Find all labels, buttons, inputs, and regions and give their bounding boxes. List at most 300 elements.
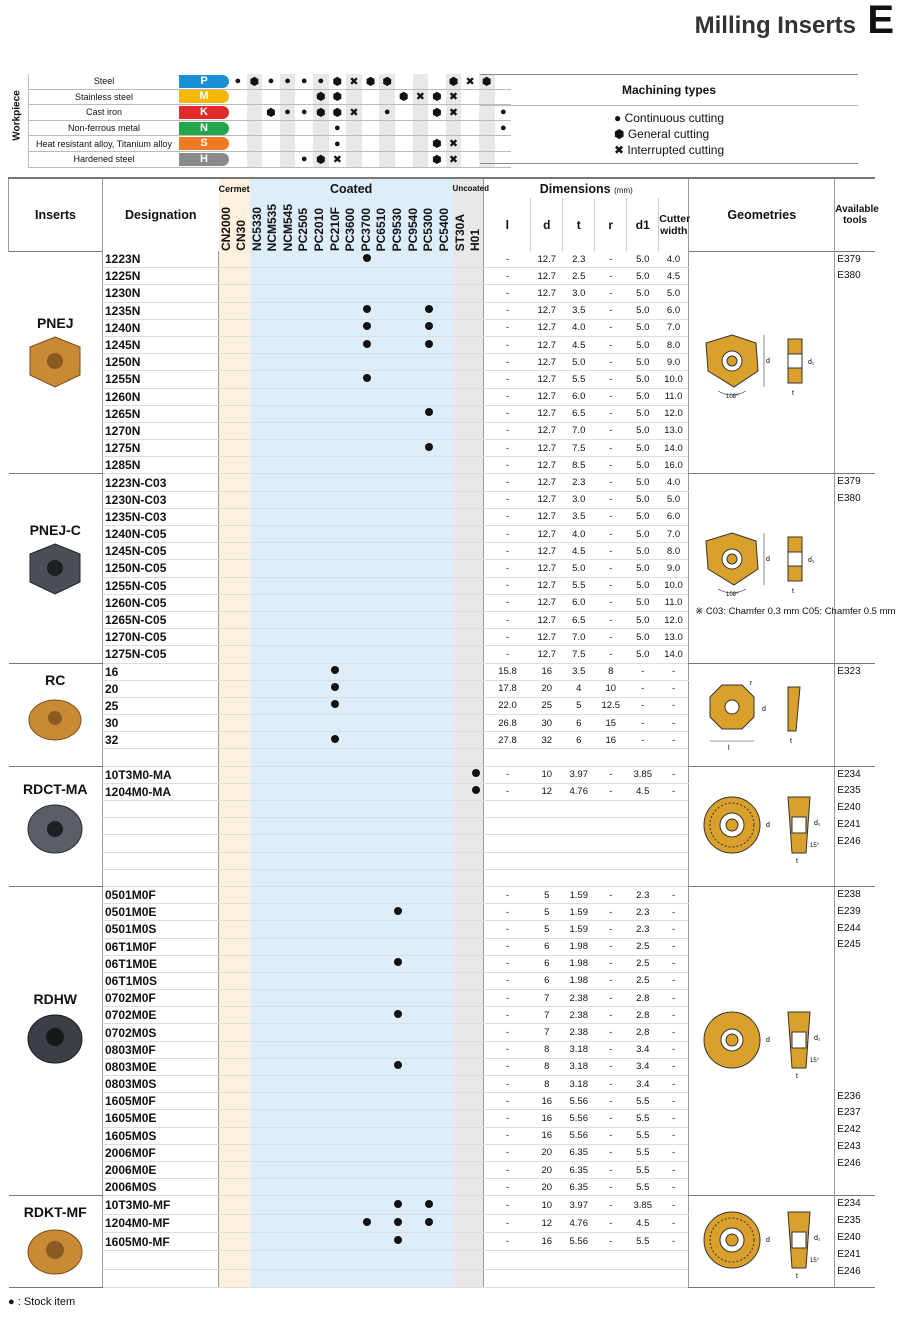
grade-cell [296,302,312,319]
grade-header: PC2505 [296,198,312,251]
grade-cell [250,697,266,714]
workpiece-symbol: ✖ [412,89,429,105]
grade-cell [328,251,344,268]
grade-cell [328,1110,344,1127]
grade-cell [296,715,312,732]
workpiece-symbol [362,105,379,121]
dimension-value: 5.0 [627,302,659,319]
grade-cell [312,886,328,903]
workpiece-symbol: ⬢ [329,89,346,105]
grade-cell [421,1161,437,1178]
dimension-value: - [484,336,531,353]
dimension-value: 3.85 [627,1196,659,1214]
grade-cell [453,508,469,525]
grade-cell [374,938,390,955]
tool-page-ref: E246 [837,835,861,847]
grade-cell [343,749,359,766]
designation: 0803M0F [103,1041,219,1058]
svg-text:l: l [727,745,730,753]
dimension-value: - [627,663,659,680]
grade-cell [281,594,297,611]
workpiece-symbol [412,105,429,121]
dimension-value: 9.0 [659,354,689,371]
grade-cell [219,732,235,749]
dimension-value: 17.8 [484,680,531,697]
grade-cell [250,1041,266,1058]
workpiece-symbol [395,74,412,89]
dimension-value: - [484,1041,531,1058]
grade-cell [281,715,297,732]
grade-cell [250,680,266,697]
designation: 1204M0-MF [103,1214,219,1232]
geometry-cell [689,663,835,766]
grade-cell [312,474,328,491]
grade-cell [406,766,422,783]
dimension-value: - [595,1196,627,1214]
designation: 1605M0F [103,1093,219,1110]
grade-cell [265,302,281,319]
designation: 1204M0-MA [103,783,219,800]
svg-text:15°: 15° [809,1057,819,1064]
dimension-value: - [659,1110,689,1127]
grade-cell [453,732,469,749]
designation: 1225N [103,268,219,285]
grade-cell [343,543,359,560]
grade-cell [296,1161,312,1178]
grade-cell [265,1093,281,1110]
workpiece-symbol [346,120,363,136]
grade-cell [250,457,266,474]
grade-cell [219,457,235,474]
dimension-value: 10 [595,680,627,697]
grade-cell [437,646,453,663]
grade-cell [312,1127,328,1144]
grade-cell [281,1076,297,1093]
grade-cell [374,1024,390,1041]
dimension-value: 2.3 [627,904,659,921]
grade-header: NC5330 [250,198,266,251]
grade-cell [374,1076,390,1093]
grade-cell [219,869,235,886]
grade-cell [390,663,406,680]
dimension-value [627,749,659,766]
dimension-value: 1.98 [563,955,595,972]
grade-cell [374,388,390,405]
dimension-value: 5.0 [627,285,659,302]
workpiece-symbol: ● [296,74,313,89]
dimension-value: 4.5 [627,783,659,800]
grade-cell [453,611,469,628]
dimension-value [484,818,531,835]
grade-cell [390,560,406,577]
grade-cell [296,869,312,886]
available-tools [835,886,875,1195]
dimension-value [563,801,595,818]
dimension-value: - [659,732,689,749]
grade-cell [265,783,281,800]
grade-cell [328,955,344,972]
grade-cell [359,629,375,646]
stock-dot [394,1200,402,1208]
grade-cell [359,1110,375,1127]
geometry-drawing [692,785,832,865]
grade-cell [437,783,453,800]
grade-cell [265,491,281,508]
grade-cell [312,697,328,714]
dimension-value: - [484,422,531,439]
grade-cell [343,972,359,989]
grade-cell [374,869,390,886]
grade-cell [234,1144,250,1161]
grade-cell [468,1269,484,1287]
grade-cell [421,766,437,783]
grade-cell [219,285,235,302]
machining-type-interrupted: ✖ Interrupted cutting [614,143,725,157]
grade-cell [453,869,469,886]
dimension-value: 2.8 [627,990,659,1007]
dimension-value: - [595,1007,627,1024]
designation: 0702M0S [103,1024,219,1041]
dimension-value: 10.0 [659,371,689,388]
dimension-value: 4.0 [563,319,595,336]
dimension-value: - [484,1161,531,1178]
dimension-value: 5.0 [627,526,659,543]
grade-cell [437,560,453,577]
grade-cell [219,268,235,285]
workpiece-symbol [412,136,429,152]
workpiece-symbol [429,120,446,136]
grade-cell [234,371,250,388]
designation: 20 [103,680,219,697]
grade-cell [390,526,406,543]
grade-cell [328,474,344,491]
grade-cell [328,801,344,818]
grade-cell [281,1041,297,1058]
workpiece-symbol [230,105,247,121]
dimension-value [484,869,531,886]
grade-cell [468,285,484,302]
grade-header: PC3700 [359,198,375,251]
svg-text:d₁: d₁ [807,358,815,366]
grade-cell [359,663,375,680]
grade-cell [374,1093,390,1110]
grade-cell [374,1233,390,1251]
grade-cell [234,1076,250,1093]
dimension-value [531,869,563,886]
workpiece-symbol [395,136,412,152]
chamfer-note: ※ C03: Chamfer 0.3 mm C05: Chamfer 0.5 mm [695,606,896,618]
grade-cell [359,508,375,525]
workpiece-symbol: ⬢ [429,105,446,121]
grade-cell [234,405,250,422]
grade-cell [281,921,297,938]
iso-code-badge: S [179,137,229,150]
dimension-value: 5 [531,886,563,903]
workpiece-row [29,120,512,136]
grade-cell [453,646,469,663]
grade-cell [374,422,390,439]
grade-cell [390,1214,406,1232]
designation: 10T3M0-MF [103,1196,219,1214]
grade-cell [296,457,312,474]
grade-cell [453,697,469,714]
grade-cell [421,285,437,302]
grade-cell [468,766,484,783]
grade-cell [281,1233,297,1251]
tool-page-ref: E236 [837,1090,861,1102]
tool-page-ref: E244 [837,922,861,934]
grade-cell [328,921,344,938]
dimension-value: 12.7 [531,457,563,474]
grade-cell [296,818,312,835]
grade-cell [343,766,359,783]
dimension-value: 7.0 [563,422,595,439]
grade-cell [219,835,235,852]
grade-cell [437,1233,453,1251]
dimension-value: 12.7 [531,371,563,388]
grade-cell [390,904,406,921]
grade-cell [343,457,359,474]
svg-text:15°: 15° [809,842,819,849]
grade-cell [312,818,328,835]
grade-cell [421,1093,437,1110]
grade-cell [234,1214,250,1232]
grade-cell [374,1110,390,1127]
dimension-value: - [595,955,627,972]
grade-cell [250,251,266,268]
grade-cell [421,560,437,577]
grade-cell [296,268,312,285]
grade-cell [219,560,235,577]
available-tools [835,663,875,766]
grade-cell [250,1076,266,1093]
grade-cell [296,1024,312,1041]
grade-cell [234,594,250,611]
grade-cell [390,732,406,749]
grade-cell [281,1110,297,1127]
designation: 1245N-C05 [103,543,219,560]
grade-cell [359,904,375,921]
col-available-tools: Available tools [835,178,875,251]
grade-cell [421,869,437,886]
grade-cell [343,1024,359,1041]
grade-cell [374,852,390,869]
grade-cell [390,354,406,371]
grade-cell [234,990,250,1007]
grade-cell [374,766,390,783]
grade-cell [328,440,344,457]
grade-cell [406,1058,422,1075]
grade-cell [453,801,469,818]
grade-cell [421,1179,437,1196]
workpiece-symbol: ● [495,105,511,121]
grade-cell [296,749,312,766]
grade-cell [453,1024,469,1041]
grade-cell [250,972,266,989]
dimension-value: 12.7 [531,354,563,371]
grade-cell [406,955,422,972]
grade-cell [219,972,235,989]
dimension-value: - [484,1144,531,1161]
grade-cell [359,972,375,989]
designation [103,818,219,835]
iso-code-badge: H [179,153,229,166]
grade-cell [250,543,266,560]
dimension-value [595,1251,627,1269]
grade-cell [328,1041,344,1058]
grade-cell [343,852,359,869]
dimension-value: 5.5 [627,1093,659,1110]
grade-cell [453,1179,469,1196]
grade-cell [390,508,406,525]
workpiece-symbol [296,136,313,152]
grade-cell [328,543,344,560]
grade-cell [359,938,375,955]
grade-cell [234,268,250,285]
grade-cell [468,818,484,835]
grade-cell [312,1214,328,1232]
grade-cell [359,354,375,371]
dimension-value: 2.3 [627,886,659,903]
grade-cell [296,508,312,525]
workpiece-symbol [462,151,479,167]
designation: 16 [103,663,219,680]
grade-cell [390,1076,406,1093]
grade-cell [468,1251,484,1269]
tool-page-ref: E323 [837,665,861,677]
dimension-value [563,1269,595,1287]
grade-cell [312,354,328,371]
grade-cell [312,955,328,972]
dimension-value: 5.0 [627,491,659,508]
grade-cell [265,1214,281,1232]
grade-cell [359,526,375,543]
grade-cell [453,526,469,543]
grade-cell [453,457,469,474]
grade-cell [281,388,297,405]
dimension-value: 4.76 [563,1214,595,1232]
grade-cell [281,302,297,319]
grade-cell [265,1110,281,1127]
grade-cell [281,560,297,577]
grade-cell [281,457,297,474]
grade-cell [437,1024,453,1041]
grade-cell [312,1179,328,1196]
grade-cell [437,732,453,749]
dimension-value: 7.5 [563,646,595,663]
grade-cell [421,783,437,800]
grade-header: ST30A [453,198,469,251]
svg-text:d: d [765,357,770,365]
dimension-value: - [484,302,531,319]
grade-cell [234,852,250,869]
dimension-value: - [595,766,627,783]
dimension-value: 5.0 [563,354,595,371]
designation: 1223N-C03 [103,474,219,491]
grade-cell [359,251,375,268]
grade-cell [265,749,281,766]
grade-cell [296,783,312,800]
stock-dot [363,254,371,262]
workpiece-row [29,105,512,121]
grade-cell [421,1269,437,1287]
dimension-value [595,749,627,766]
grade-cell [359,990,375,1007]
dimension-value: - [627,732,659,749]
grade-cell [437,474,453,491]
workpiece-symbol: ● [379,105,396,121]
dimension-value: - [484,285,531,302]
grade-cell [328,371,344,388]
grade-cell [250,955,266,972]
workpiece-symbol: ● [296,105,313,121]
designation: 0501M0F [103,886,219,903]
grade-cell [406,972,422,989]
grade-cell [250,766,266,783]
dimension-value: 5.0 [627,560,659,577]
grade-cell [453,422,469,439]
grade-cell [453,921,469,938]
grade-cell [219,611,235,628]
dimension-value: - [659,921,689,938]
workpiece-symbol [312,136,329,152]
dimension-value: 5.5 [627,1179,659,1196]
grade-cell [406,405,422,422]
grade-cell [219,422,235,439]
grade-cell [328,680,344,697]
dimension-value: 5.5 [627,1233,659,1251]
dimension-value: - [484,1179,531,1196]
grade-cell [328,268,344,285]
dimension-value [484,749,531,766]
grade-cell [468,1076,484,1093]
dimension-header: d [531,198,563,251]
workpiece-symbol [362,151,379,167]
dimension-value [484,801,531,818]
dimension-value: 6 [563,732,595,749]
workpiece-symbol [346,151,363,167]
grade-cell [343,526,359,543]
grade-cell [359,766,375,783]
grade-cell [374,1144,390,1161]
dimension-value [659,749,689,766]
grade-cell [437,508,453,525]
grade-cell [250,1007,266,1024]
grade-cell [390,972,406,989]
grade-cell [328,629,344,646]
grade-cell [421,629,437,646]
stock-dot [425,1200,433,1208]
tool-page-ref [837,971,875,988]
dimension-value [595,818,627,835]
grade-cell [468,629,484,646]
grade-cell [453,783,469,800]
tool-page-ref: E241 [837,1248,861,1260]
grade-cell [421,921,437,938]
grade-cell [265,526,281,543]
workpiece-row [29,74,512,89]
grade-cell [359,268,375,285]
grade-header: PC5400 [437,198,453,251]
dimension-value: 22.0 [484,697,531,714]
grade-cell [281,629,297,646]
grade-cell [359,1233,375,1251]
dimension-value [531,852,563,869]
grade-cell [437,1196,453,1214]
tool-page-ref [837,988,875,1005]
dimension-value [627,852,659,869]
insert-name: RDKT-MF [23,1204,87,1221]
